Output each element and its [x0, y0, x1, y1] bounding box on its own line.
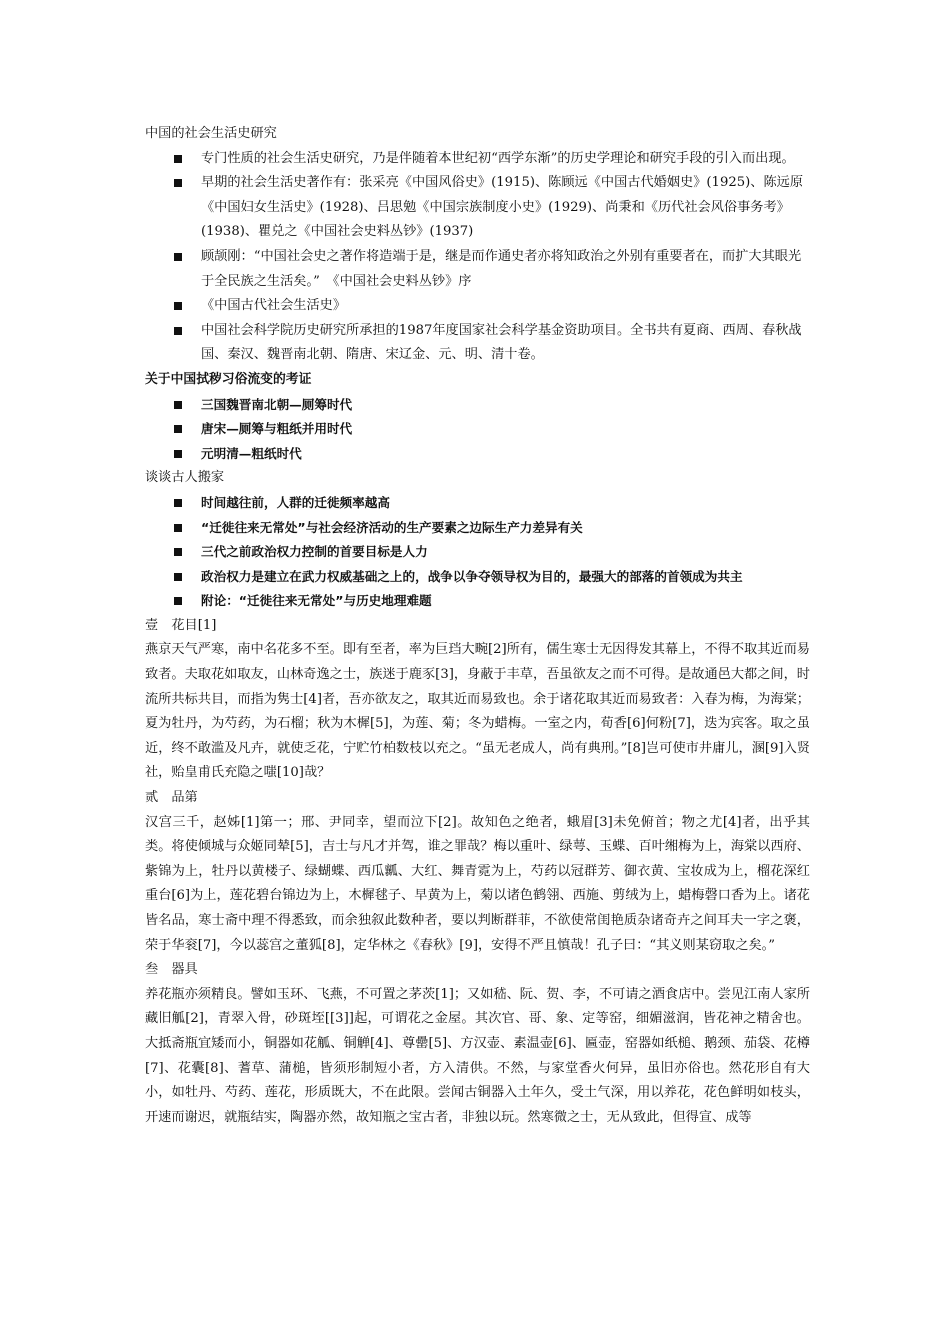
bullet-list-hygiene: [145, 393, 810, 467]
list-item: “迁徙往来无常处”与社会经济活动的生产要素之边际生产力差异有关: [201, 516, 810, 541]
list-item: 时间越往前，人群的迁徙频率越高: [201, 491, 810, 516]
list-item: 政治权力是建立在武力权威基础之上的，战争以争夺领导权为目的，最强大的部落的首领成为共主: [201, 565, 810, 590]
list-item: 顾颉刚：“中国社会史之著作将造端于是，继是而作通史者亦将知政治之外别有重要者在，而扩大其眼光于全民族之生活矣。” 《中国社会史料丛钞》序: [201, 245, 810, 294]
list-item: 唐宋—厕筹与粗纸并用时代: [201, 417, 810, 442]
list-item: 《中国古代社会生活史》: [201, 294, 810, 319]
chapter-heading-qiju: 叁 器具: [145, 962, 198, 978]
list-item: 专门性质的社会生活史研究，乃是伴随着本世纪初“西学东渐”的历史学理论和研究手段的引入而出现。: [201, 147, 810, 172]
list-item: 中国社会科学院历史研究所承担的1987年度国家社会科学基金资助项目。全书共有夏商、西周、春秋战国、秦汉、魏晋南北朝、隋唐、宋辽金、元、明、清十卷。: [201, 319, 810, 368]
list-item: 早期的社会生活史著作有：张采亮《中国风俗史》(1915)、陈顾远《中国古代婚姻史》(1925)、陈远原《中国妇女生活史》(1928)、吕思勉《中国宗族制度小史》(1929)、尚秉和《历代社会风俗事务考》(1938)、瞿兑之《中国社会史料丛钞》(1937): [201, 171, 810, 245]
bullet-list-social-life: [145, 147, 810, 368]
list-item: 附论：“迁徙往来无常处”与历史地理难题: [201, 589, 810, 614]
section-title-moving: 谈谈古人搬家: [145, 470, 225, 486]
chapter-text-pindi: 汉宫三千，赵姊[1]第一；邢、尹同幸，望而泣下[2]。故知色之绝者，蛾眉[3]未免俯首；物之尤[4]者，出乎其类。将使倾城与众姬同辇[5]，吉士与凡才并驾，谁之罪哉？梅以重叶、绿萼、玉蝶、百叶缃梅为上，海棠以西府、紫锦为上，牡丹以黄楼子、绿蝴蝶、西瓜瓤、大红、舞青霓为上，芍药以冠群芳、御衣黄、宝妆成为上，榴花深红重台[6]为上，莲花碧台锦边为上，木樨毬子、早黄为上，菊以诸色鹤翎、西施、剪绒为上，蜡梅磬口香为上。诸花皆名品，寒士斋中理不得悉致，而余独叙此数种者，要以判断群菲，不欲使常闺艳质杂诸奇卉之间耳夫一字之褒，荣于华衮[7]，今以蕊宫之董狐[8]，定华林之《春秋》[9]，安得不严且慎哉！孔子曰：“其义则某窃取之矣。”: [145, 814, 810, 953]
chapter-heading-huamu: 壹 花目[1]: [145, 617, 217, 633]
chapter-text-qiju: 养花瓶亦须精良。譬如玉环、飞燕，不可置之茅茨[1]；又如嵇、阮、贺、李，不可请之酒食店中。尝见江南人家所藏旧觚[2]，青翠入骨，砂斑垤[[3]]起，可谓花之金屋。其次官、哥、象、定等窑，细媚滋润，皆花神之精舍也。大抵斋瓶宜矮而小，铜器如花觚、铜觯[4]、尊罍[5]、方汉壶、素温壶[6]、匾壶，窑器如纸槌、鹅颈、茄袋、花樽[7]、花囊[8]、蓍草、蒲槌，皆须形制短小者，方入清供。不然，与家堂香火何异，虽旧亦俗也。然花形自有大小，如牡丹、芍药、莲花，形质既大，不在此限。尝闻古铜器入土年久，受土气深，用以养花，花色鲜明如枝头，开速而谢迟，就瓶结实，陶器亦然，故知瓶之宝古者，非独以玩。然寒微之士，无从致此，但得宣、成等: [145, 986, 810, 1125]
chapter-heading-pindi: 贰 品第: [145, 790, 198, 806]
document-page: [145, 122, 810, 1130]
chapter-text-huamu: 燕京天气严寒，南中名花多不至。即有至者，率为巨珰大畹[2]所有，儒生寒士无因得发其幕上，不得不取其近而易致者。夫取花如取友，山林奇逸之士，族迷于鹿豕[3]，身蔽于丰草，吾虽欲友之而不可得。是故通邑大都之间，时流所共标共目，而指为隽士[4]者，吾亦欲友之，取其近而易致也。余于诸花取其近而易致者：入春为梅，为海棠；夏为牡丹，为芍药，为石榴；秋为木樨[5]，为莲、菊；冬为蜡梅。一室之内，荀香[6]何粉[7]，迭为宾客。取之虽近，终不敢滥及凡卉，就使乏花，宁贮竹柏数枝以充之。“虽无老成人，尚有典刑。”[8]岂可使市井庸儿，溷[9]入贤社，贻皇甫氏充隐之嗤[10]哉？: [145, 642, 810, 781]
list-item: 三代之前政治权力控制的首要目标是人力: [201, 540, 810, 565]
list-item: 元明清—粗纸时代: [201, 442, 810, 467]
section-title-social-life: 中国的社会生活史研究: [145, 126, 277, 141]
list-item: 三国魏晋南北朝—厕筹时代: [201, 393, 810, 418]
section-title-hygiene: 关于中国拭秽习俗流变的考证: [145, 371, 312, 387]
bullet-list-moving: [145, 491, 810, 614]
